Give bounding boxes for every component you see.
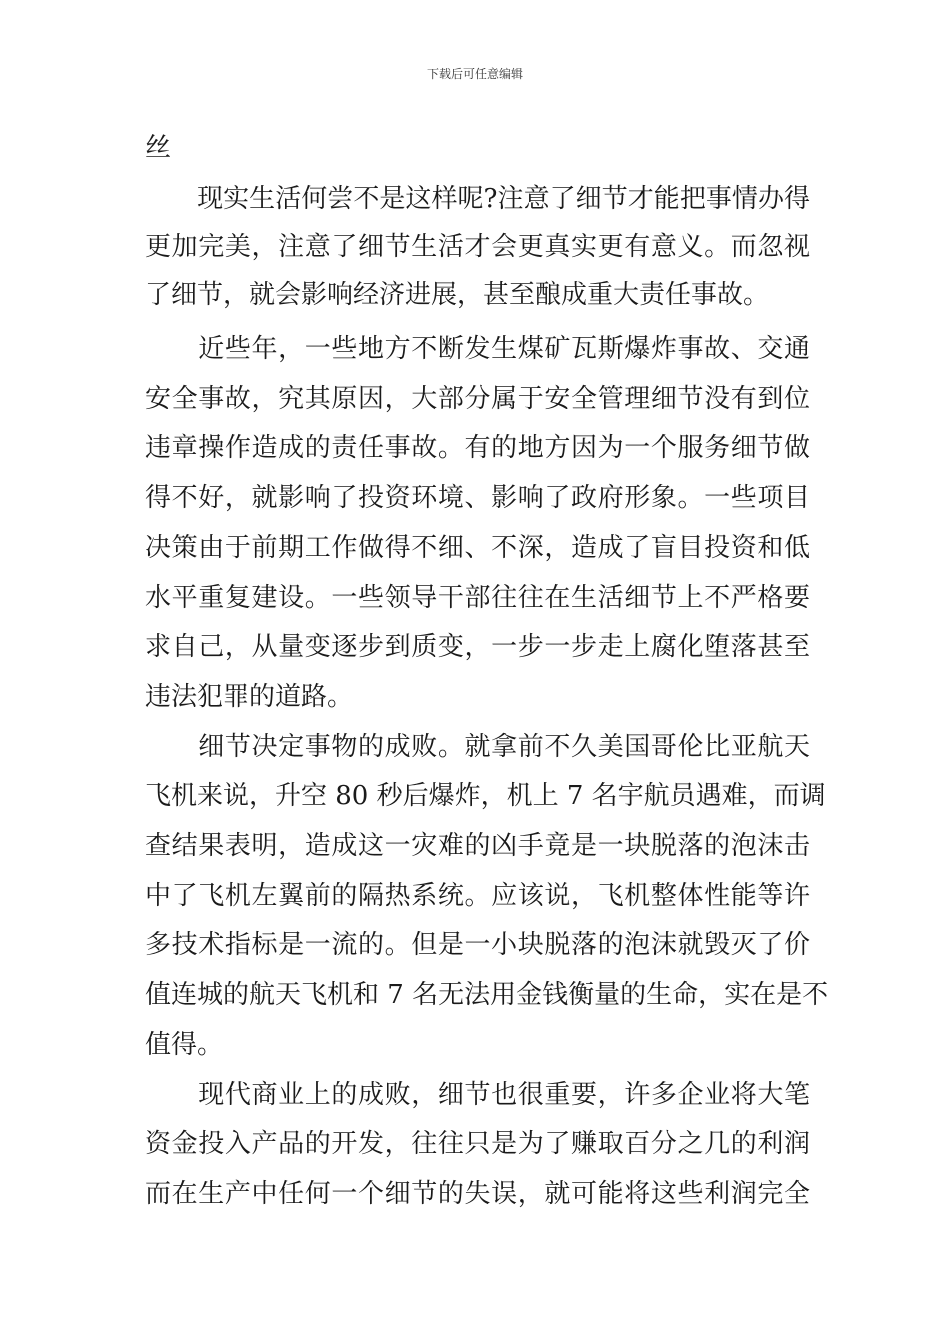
text-line-11: 求自己，从量变逐步到质变，一步一步走上腐化堕落甚至	[145, 632, 810, 662]
text-line-12: 违法犯罪的道路。	[145, 682, 354, 712]
text-line-18: 值连城的航天飞机和 7 名无法用金钱衡量的生命，实在是不	[145, 980, 829, 1010]
text-line-4: 了细节，就会影响经济进展，甚至酿成重大责任事故。	[145, 280, 770, 310]
text-line-2: 现实生活何尝不是这样呢?注意了细节才能把事情办得	[145, 184, 810, 214]
text-line-1: 丝	[145, 133, 172, 163]
text-line-14: 飞机来说，升空 80 秒后爆炸，机上 7 名宇航员遇难，而调	[145, 781, 826, 811]
text-line-16: 中了飞机左翼前的隔热系统。应该说，飞机整体性能等许	[145, 881, 810, 911]
text-line-20: 现代商业上的成败，细节也很重要，许多企业将大笔	[145, 1080, 810, 1110]
text-line-6: 安全事故，究其原因，大部分属于安全管理细节没有到位	[145, 384, 810, 414]
text-line-8: 得不好，就影响了投资环境、影响了政府形象。一些项目	[145, 483, 810, 513]
text-line-9: 决策由于前期工作做得不细、不深，造成了盲目投资和低	[145, 533, 810, 563]
text-line-19: 值得。	[145, 1030, 224, 1060]
text-line-22: 而在生产中任何一个细节的失误，就可能将这些利润完全	[145, 1179, 810, 1209]
text-line-17: 多技术指标是一流的。但是一小块脱落的泡沫就毁灭了价	[145, 930, 810, 960]
text-line-3: 更加完美，注意了细节生活才会更真实更有意义。而忽视	[145, 232, 810, 262]
text-line-7: 违章操作造成的责任事故。有的地方因为一个服务细节做	[145, 433, 810, 463]
text-line-15: 查结果表明，造成这一灾难的凶手竟是一块脱落的泡沫击	[145, 831, 810, 861]
page-header: 下载后可任意编辑	[426, 67, 523, 81]
text-line-5: 近些年，一些地方不断发生煤矿瓦斯爆炸事故、交通	[145, 334, 810, 364]
text-line-13: 细节决定事物的成败。就拿前不久美国哥伦比亚航天	[145, 732, 810, 762]
text-line-10: 水平重复建设。一些领导干部往往在生活细节上不严格要	[145, 583, 810, 613]
text-line-21: 资金投入产品的开发，往往只是为了赚取百分之几的利润	[145, 1129, 810, 1159]
